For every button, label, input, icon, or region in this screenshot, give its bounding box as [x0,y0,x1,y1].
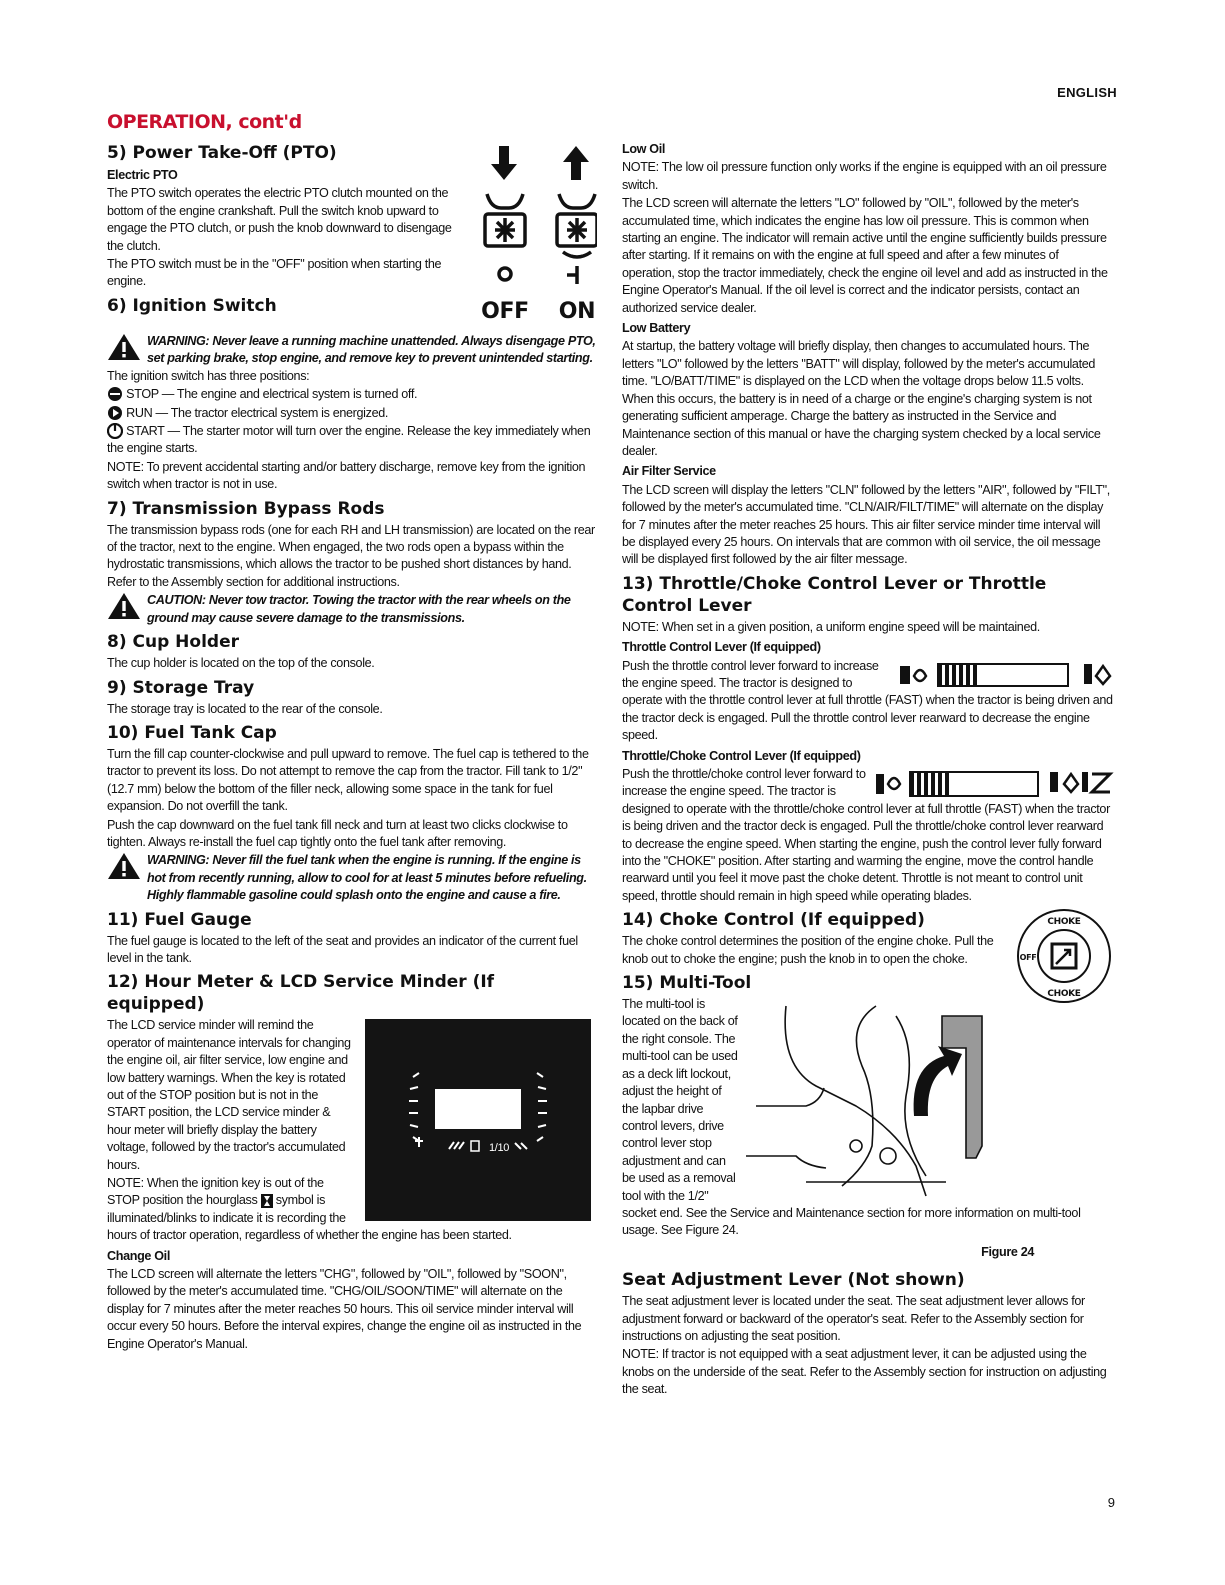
fuelcap-heading: 10) Fuel Tank Cap [107,722,277,743]
hourglass-icon [261,1194,273,1208]
bypass-heading: 7) Transmission Bypass Rods [107,498,385,519]
choke-badge-top: CHOKE [1047,917,1081,928]
pto-off-label: OFF [481,299,529,324]
pto-subheading: Electric PTO [107,168,178,182]
changeoil-para: The LCD screen will alternate the letters "CHG", followed by "OIL", followed by "SOON", followed by the meter's accumulated time. "CHG/OIL/SOON/TIME" will alternate on the display for 7 minutes after the meter reaches 50 hours. This oil service minder interval will occur every 50 hours. Before the interval expires, change the engine oil as instructed in the Engine Operator's Manual. [107,1267,582,1351]
multitool-para: The multi-tool is located on the back of the right console. The multi-tool can be used as a deck lift lockout, adjust the height of the lapbar drive control levers, drive control lever stop adjustment and can be used as a removal tool with the 1/2" socket end. See the Service and Maintenance section for more information on multi-tool usage. See Figure 24. [622,997,1081,1238]
figure-24-caption: Figure 24 [981,1244,1034,1259]
changeoil-heading: Change Oil [107,1248,170,1263]
lowbattery-heading: Low Battery [622,321,691,336]
ignition-run: RUN — The tractor electrical system is energized. [107,405,597,422]
pto-switch-icon [479,138,597,333]
seat-note: NOTE: If tractor is not equipped with a seat adjustment lever, it can be adjusted using the knobs on the underside of the seat. Refer to the Assembly section for instruction on adjusting the seat. [622,1347,1107,1397]
bypass-para-1: The transmission bypass rods (one for each RH and LH transmission) are located on the rear of the tractor, next to the engine. When engaged, the two rods open a bypass within the hydrostatic transmissions, which allows the tractor to be pushed short distances by hand. Refer to the Assembly section for additional instructions. [107,522,595,589]
airfilter-para: The LCD screen will display the letters "CLN" followed by the letters "AIR", followed by "FILT", followed by the meter's accumulated time. "CLN/AIR/FILT/TIME" will alternate on the display for 7 minutes after the meter reaches 25 hours. This air filter service minder time interval will be displayed every 25 hours. On intervals that are common with oil service, the oil message will be displayed first followed by the air filter message. [622,482,1110,567]
language-label: ENGLISH [1057,85,1117,100]
seat-heading: Seat Adjustment Lever (Not shown) [622,1270,965,1291]
warning-triangle-icon [107,852,141,880]
ignition-note: NOTE: To prevent accidental starting and/or battery discharge, remove key from the ignition switch when tractor is not in use. [107,459,586,492]
choke-badge-bottom: CHOKE [1047,989,1081,1000]
ignition-stop: STOP — The engine and electrical system is turned off. [107,386,597,403]
lcd-tenths-label: 1/10 [489,1142,510,1155]
fuelcap-para-1: Turn the fill cap counter-clockwise and pull upward to remove. The fuel cap is tethered to the tractor to prevent its loss. Do not attempt to remove the cap from the tractor. Fill tank to 1/2" (12.7 mm) below the bottom of the filler neck, allowing some space in the tank for fuel expansion. Do not overfill the tank. [107,746,589,814]
choke-badge-side: OFF [1019,953,1037,963]
throttle-sub2: Throttle/Choke Control Lever (If equipped) [622,748,861,763]
fuelcap-warning-text: WARNING: Never fill the fuel tank when the engine is running. If the engine is hot from recently running, allow to cool for at least 5 minutes before refueling. Highly flammable gasoline could splash onto the engine and cause a fire. [147,853,587,903]
ignition-warning-text: WARNING: Never leave a running machine unattended. Always disengage PTO, set parking brake, stop engine, and remove key to prevent unintended starting. [147,334,596,366]
right-column [622,138,1114,1400]
ignition-start: START — The starter motor will turn over the engine. Release the key immediately when the engine starts. [107,424,591,456]
page-number: 9 [1107,1495,1115,1510]
warning-triangle-icon [107,333,141,361]
choke-knob-icon [1014,906,1114,1006]
ignition-heading: 6) Ignition Switch [107,295,277,316]
bypass-caution-text: CAUTION: Never tow tractor. Towing the tractor with the rear wheels on the ground may cause severe damage to the transmissions. [147,593,571,625]
ignition-run-icon [107,405,123,421]
pto-heading: 5) Power Take-Off (PTO) [107,143,337,163]
warning-triangle-icon [107,592,141,620]
storage-heading: 9) Storage Tray [107,677,255,698]
seat-para: The seat adjustment lever is located under the seat. The seat adjustment lever allows for adjustment forward or backward of the operator's seat. Refer to the Assembly section for instructions on adjusting the seat position. [622,1294,1085,1343]
throttle-choke-slider-icon [874,766,1114,800]
throttle-para-1: Push the throttle control lever forward to increase the engine speed. The tractor is designed to operate with the throttle control lever at full throttle (FAST) when the tractor is being driven and the tractor deck is engaged. Pull the throttle control lever rearward to decrease the engine speed. [622,658,1113,743]
lcd-display-image [365,1019,591,1221]
choke-heading: 14) Choke Control (If equipped) [622,910,925,931]
fuelgauge-para: The fuel gauge is located to the left of the seat and provides an indicator of the current fuel level in the tank. [107,933,578,965]
lowoil-heading: Low Oil [622,142,666,156]
ignition-start-icon [107,423,123,439]
throttle-para-2: Push the throttle/choke control lever forward to increase the engine speed. The tractor is designed to operate with the throttle/choke control lever at full throttle (FAST) when the tractor is being driven and the tractor deck is engaged. Pull the throttle/choke control lever rearward to decrease the engine speed. When starting the engine, push the control lever fully forward into the "CHOKE" position. After starting and warming the engine, move the control handle rearward until you feel it move past the choke detent. Throttle is not meant to control unit speed, throttle should remain in high speed while operating blades. [622,767,1110,903]
throttle-sub1: Throttle Control Lever (If equipped) [622,640,821,655]
multitool-heading: 15) Multi-Tool [622,973,752,994]
fuelgauge-heading: 11) Fuel Gauge [107,909,252,930]
bypass-caution [107,592,597,627]
hourglass-icon [471,1141,479,1151]
multi-tool-figure [746,996,1006,1200]
lowoil-note: NOTE: The low oil pressure function only works if the engine is equipped with an oil pressure switch. [622,160,1107,192]
cupholder-heading: 8) Cup Holder [107,632,239,653]
hourmeter-heading: 12) Hour Meter & LCD Service Minder (If equipped) [107,972,495,1015]
storage-para: The storage tray is located to the rear of the console. [107,701,383,716]
arrow-up-icon [563,146,589,180]
ignition-para-1: The ignition switch has three positions: [107,368,310,383]
lowbattery-para: At startup, the battery voltage will briefly display, then changes to accumulated hours. The letters "LO" followed by the letters "BATT" will display, followed by the meter's accumulated time. "LO/BATT/TIME" is displayed on the LCD when the voltage drops below 11.5 volts. When this occurs, the battery is in need of a charge or the engine's charging system is not generating sufficient amperage. Charge the battery as instructed in the Service and Maintenance section of this manual or have the charging system checked by a local service dealer. [622,339,1101,458]
hourmeter-note: NOTE: When the ignition key is out of the STOP position the hourglass symbol is illuminated/blinks to indicate it is recording the hours of tractor operation, regardless of whether the engine has been started. [107,1176,512,1243]
fuelcap-warning [107,852,597,904]
throttle-note: NOTE: When set in a given position, a uniform engine speed will be maintained. [622,619,1040,634]
pto-para-2: The PTO switch must be in the "OFF" position when starting the engine. [107,257,442,289]
pto-para-1: The PTO switch operates the electric PTO clutch mounted on the bottom of the engine crankshaft. Pull the switch knob upward to engage the PTO clutch, or push the knob downward to disengage the clutch. [107,186,452,253]
throttle-slider-icon [898,658,1114,690]
section-title: OPERATION, cont'd [107,111,302,133]
cupholder-para: The cup holder is located on the top of the console. [107,656,375,671]
fuelcap-para-2: Push the cap downward on the fuel tank fill neck and turn at least two clicks clockwise to tighten. Always re-install the fuel cap tightly onto the fuel tank after removing. [107,817,568,849]
throttle-heading: 13) Throttle/Choke Control Lever or Throttle Control Lever [622,573,1047,616]
airfilter-heading: Air Filter Service [622,464,716,479]
hourmeter-para-1: The LCD service minder will remind the operator of maintenance intervals for changing the engine oil, air filter service, low engine and low battery warnings. When the key is rotated out of the STOP position but is not in the START position, the LCD service minder & hour meter will briefly display the battery voltage, followed by the tractor's accumulated hours. [107,1018,351,1172]
choke-para: The choke control determines the position of the engine choke. Pull the knob out to choke the engine; push the knob in to open the choke. [622,934,994,966]
ignition-warning [107,333,597,368]
ignition-stop-icon [107,386,123,402]
left-column [107,138,597,1354]
lowoil-para: The LCD screen will alternate the letters "LO" followed by "OIL", followed by the meter's accumulated time, which indicates the engine has low oil pressure. This is common when starting an engine. The indicator will remain active until the engine sufficiently builds pressure after starting. If it remains on with the engine at full speed and after a few minutes of operation, stop the tractor immediately, check the engine oil level and add as instructed in the Engine Operator's Manual. If the oil level is correct and the indicator persists, contact an authorized service dealer. [622,196,1108,315]
pto-on-label: ON [558,299,596,324]
arrow-down-icon [491,146,517,180]
